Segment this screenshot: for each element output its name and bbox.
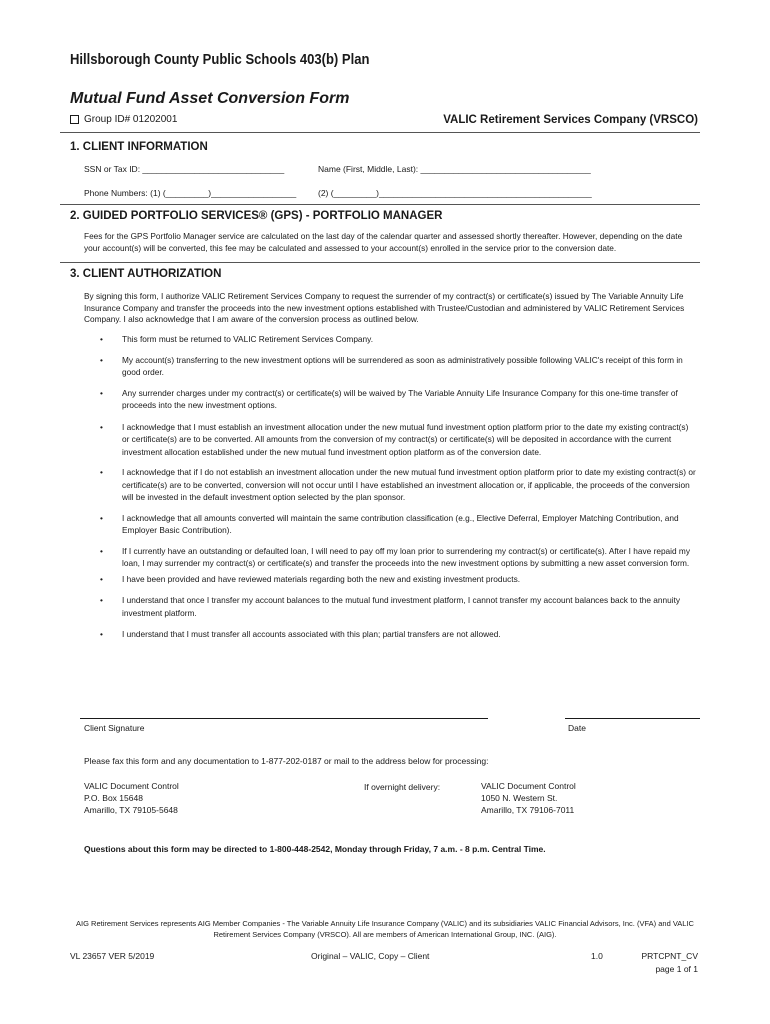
questions-contact: Questions about this form may be directed to 1-800-448-2542, Monday through Friday, 7 a.m. - 8 p.m. Central Time. [84, 844, 546, 854]
authorization-intro: By signing this form, I authorize VALIC Retirement Services Company to request the surrender of my contract(s) or certificate(s) issued by The Variable Annuity Life Insurance Company and transfer the proceeds into the new investment options established with Trustee/Custodian and administered by VALIC Retirement Services Company. I also acknowledge that I am aware of the conversion process as outlined below. [84, 291, 685, 324]
section-client-authorization-heading: 3. CLIENT AUTHORIZATION [70, 268, 222, 280]
aig-disclosure: AIG Retirement Services represents AIG Member Companies - The Variable Annuity Life Insurance Company (VALIC) and its subsidiaries VALIC Financial Advisors, Inc. (VFA) and VALIC Retirement Services Company (VRSCO). All are members of American International Group, INC. (AIG). [76, 919, 694, 939]
name-field[interactable]: Name (First, Middle, Last): ____________________________________ [318, 164, 591, 174]
client-signature-line[interactable] [80, 718, 488, 719]
group-id-checkbox[interactable] [70, 115, 79, 124]
form-title: Mutual Fund Asset Conversion Form [70, 90, 350, 107]
group-id-row [70, 114, 177, 125]
date-label: Date [568, 723, 586, 733]
bullet-item: • My account(s) transferring to the new investment options will be surrendered as soon as administratively possible following VALIC's receipt of this form in good order. [100, 354, 696, 379]
plan-title: Hillsborough County Public Schools 403(b) Plan [70, 52, 370, 68]
client-signature-label: Client Signature [84, 723, 145, 733]
phone-1-field[interactable]: Phone Numbers: (1) (_________)__________________ [84, 188, 297, 198]
section-gps-heading: 2. GUIDED PORTFOLIO SERVICES® (GPS) - PORTFOLIO MANAGER [70, 210, 443, 222]
form-number: VL 23657 VER 5/2019 [70, 951, 155, 961]
bullet-item: • I have been provided and have reviewed materials regarding both the new and existing investment products. [100, 573, 696, 586]
divider [60, 204, 700, 205]
address-line: 1050 N. Western St. [481, 793, 558, 803]
copy-distribution: Original – VALIC, Copy – Client [311, 951, 430, 961]
gps-fee-text: Fees for the GPS Portfolio Manager service are calculated on the last day of the calendar quarter and assessed shortly thereafter. However, depending on the date your account(s) will be converted, this fee may be calculated and assessed to your account(s) enrolled in the service prior to the conversion date. [84, 231, 683, 253]
page-number: page 1 of 1 [655, 964, 698, 974]
bullet-item: • This form must be returned to VALIC Retirement Services Company. [100, 333, 696, 346]
ssn-field[interactable]: SSN or Tax ID: ______________________________ [84, 164, 285, 174]
bullet-item: • I understand that I must transfer all accounts associated with this plan; partial transfers are not allowed. [100, 628, 696, 641]
group-id-label: Group ID# 01202001 [84, 114, 178, 125]
address-line: VALIC Document Control [481, 781, 576, 791]
divider [60, 132, 700, 133]
company-name: VALIC Retirement Services Company (VRSCO) [443, 114, 698, 126]
date-line[interactable] [565, 718, 700, 719]
bullet-item: • If I currently have an outstanding or defaulted loan, I will need to pay off my loan prior to surrendering my contract(s) or certificate(s). After I have repaid my loan, I may surrender my contract(s) or certificate(s) and transfer the proceeds into the new investment options by submitting a new asset conversion form. [100, 545, 696, 570]
address-line: P.O. Box 15648 [84, 793, 143, 803]
fax-instruction: Please fax this form and any documentation to 1-877-202-0187 or mail to the address below for processing: [84, 756, 489, 766]
section-client-information-heading: 1. CLIENT INFORMATION [70, 141, 208, 153]
phone-2-field[interactable]: (2) (_________)_____________________________________________ [318, 188, 592, 198]
address-line: Amarillo, TX 79106-7011 [481, 805, 575, 815]
bullet-item: • I understand that once I transfer my account balances to the mutual fund investment platform, I cannot transfer my account balances back to the annuity investment platform. [100, 594, 696, 619]
bullet-item: • I acknowledge that if I do not establish an investment allocation under the new mutual fund investment option platform prior to date my existing contract(s) or certificate(s) are to be converted, conversion will not occur until I have established an investment allocation or, if applicable, the proceeds of the conversion will be invested in the default investment option selected by the plan sponsor. [100, 466, 696, 504]
authorization-bullet-list [100, 333, 696, 641]
bullet-item: • Any surrender charges under my contract(s) or certificate(s) will be waived by The Variable Annuity Life Insurance Company for this one-time transfer of proceeds into the new investment options. [100, 387, 696, 412]
overnight-label: If overnight delivery: [364, 782, 441, 792]
form-code: PRTCPNT_CV [641, 951, 698, 961]
bullet-item: • I acknowledge that I must establish an investment allocation under the new mutual fund investment option platform prior to the date my existing contract(s) or certificate(s) are to be converted. All amounts from the conversion of my contract(s) or certificate(s) will be deposited in accordance with the current investment allocation established under the new mutual fund investment option platform as of the conversion date. [100, 421, 696, 459]
overnight-address [481, 780, 576, 816]
form-version: 1.0 [591, 951, 603, 961]
bullet-item: • I acknowledge that all amounts converted will maintain the same contribution classification (e.g., Elective Deferral, Employer Matching Contribution, and Employer Basic Contribution). [100, 512, 696, 537]
address-line: Amarillo, TX 79105-5648 [84, 805, 178, 815]
divider [60, 262, 700, 263]
mailing-address [84, 780, 179, 816]
address-line: VALIC Document Control [84, 781, 179, 791]
